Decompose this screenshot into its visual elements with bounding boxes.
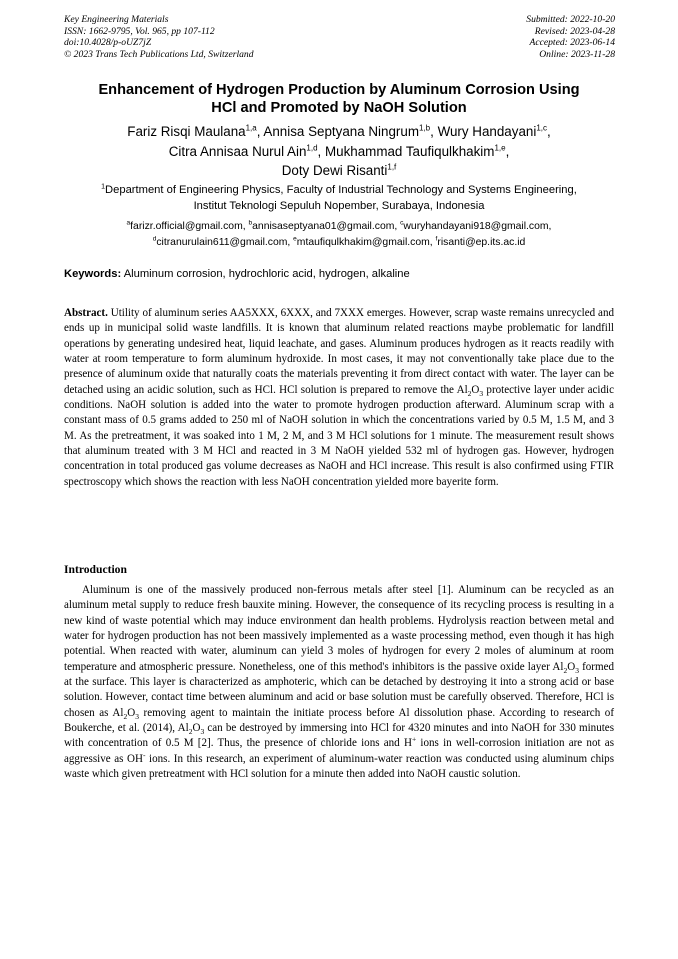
title-line-1: Enhancement of Hydrogen Production by Aluminum Corrosion Using (98, 82, 580, 98)
author-list (40, 122, 638, 181)
author-separator: , (547, 124, 551, 139)
ion-charge: - (142, 750, 146, 760)
keywords-text: Aluminum corrosion, hydrochloric acid, hydrogen, alkaline (121, 268, 410, 280)
email-address: risanti@ep.its.ac.id (437, 236, 526, 248)
email-separator: , (394, 221, 401, 232)
author-line (40, 122, 638, 142)
author-line (40, 161, 638, 181)
keywords-label: Keywords: (64, 268, 122, 280)
author-name: Doty Dewi Risanti (281, 163, 388, 178)
author-separator: , (317, 143, 325, 159)
author-line (40, 142, 638, 162)
abstract-label: Abstract. (64, 307, 108, 319)
journal-info (64, 14, 254, 60)
abstract-text: protective layer under acidic conditions. NaOH solution is added into the water to promote hydrogen production afterward. Aluminum scrap with a constant mass of 0.5 grams added to 250 ml of NaOH solution in which the concentrations varied by 0.5 M, 1.5 M, and 3 M. As the pretreatment, it was soaked into 1 M, 2 M, and 3 M HCl solutions for 1 minute. The measurement result shows that aluminum treated with 3 M HCl and reacted in 3 M NaOH yielded 532 ml of hydrogen gas. However, hydrogen concentration in total produced gas volume decreases as NaOH and HCl increase. This result is also confirmed using FTIR spectroscopy which shows the reaction with less NaOH concentration yielded more bayerite form. (64, 383, 614, 488)
copyright: © 2023 Trans Tech Publications Ltd, Switzerland (64, 48, 254, 60)
ion-charge: + (411, 734, 417, 744)
email-line (40, 219, 638, 235)
email-list (40, 219, 638, 250)
chemical-formula: $Al_2O_3$ (456, 383, 484, 398)
issn: ISSN: 1662-9795, Vol. 965, pp 107-112 (64, 25, 215, 37)
revised-date: Revised: 2023-04-28 (534, 25, 615, 37)
affiliation-line-1: Department of Engineering Physics, Faculty of Industrial Technology and Systems Engineering, (105, 184, 577, 196)
email-mark: c (400, 219, 404, 227)
abstract-text: Utility of aluminum series AA5XXX, 6XXX, and 7XXX emerges. However, scrap waste remains unrecycled and ends up in municipal solid waste landfills. It is known that aluminum related reactions maybe problematic for landfill operations by generating undesired heat, liquid leachate, and gases. Aluminum produces hydrogen as it reacts readily with water at room temperature to form aluminum hydroxide. In most cases, it may not conventionally take place due to the presence of aluminum oxide that naturally coats the materials preventing it from direct contact with water. The layer can be detached using an acidic solution, such as HCl. HCl solution is prepared to remove the (64, 307, 614, 396)
email-separator: , (242, 221, 249, 232)
author-affil-mark: 1,b (419, 123, 431, 133)
title-line-2: HCl and Promoted by NaOH Solution (211, 100, 467, 116)
abstract (64, 306, 614, 490)
body-text: can be destroyed by immersing into HCl for 4320 minutes and into NaOH for 330 minutes with concentration of 0.5 M [2]. Thus, the presence of chloride ions and H (64, 722, 614, 750)
email-line (40, 235, 638, 251)
affiliation-mark: 1 (101, 183, 106, 191)
online-date: Online: 2023-11-28 (539, 48, 615, 60)
author-separator: , (256, 124, 264, 139)
author-name: Fariz Risqi Maulana (127, 124, 246, 139)
email-mark: d (152, 235, 157, 243)
section-heading-introduction: Introduction (64, 563, 127, 576)
paper-title (50, 81, 628, 117)
affiliation-line-2: Institut Teknologi Sepuluh Nopember, Surabaya, Indonesia (193, 199, 485, 212)
author-affil-mark: 1,f (387, 162, 397, 172)
keywords (64, 268, 410, 280)
author-affil-mark: 1,e (494, 143, 506, 153)
author-separator: , (430, 124, 438, 139)
author-name: Citra Annisaa Nurul Ain (168, 143, 307, 159)
email-address: mtaufiqulkhakim@gmail.com (296, 236, 430, 248)
email-address: citranurulain611@gmail.com (156, 236, 288, 248)
submitted-date: Submitted: 2022-10-20 (526, 14, 615, 25)
author-name: Wury Handayani (437, 124, 537, 139)
author-separator: , (505, 143, 510, 159)
author-name: Mukhammad Taufiqulkhakim (324, 143, 495, 159)
email-separator: , (429, 236, 436, 248)
email-address: farizr.official@gmail.com (130, 221, 243, 232)
affiliation (40, 183, 638, 214)
email-mark: e (293, 235, 297, 243)
email-address: annisaseptyana01@gmail.com (252, 221, 395, 232)
accepted-date: Accepted: 2023-06-14 (529, 37, 615, 49)
author-affil-mark: 1,a (245, 123, 257, 133)
author-affil-mark: 1,d (306, 143, 318, 153)
body-text: formed at the surface. This layer is characterized as amphoteric, which can be detached by destroying it into a strong acid or base solution. However, contact time between aluminum and acid or base solution must be carefully observed. Therefore, HCl is chosen as (64, 660, 614, 719)
email-separator: , (548, 221, 552, 232)
body-text: ions in well-corrosion initiation are not as aggressive as OH (64, 737, 614, 765)
author-affil-mark: 1,c (536, 123, 547, 133)
introduction-paragraph (64, 583, 614, 782)
body-text: ions. In this research, an experiment of aluminum-water reaction was conducted using aluminum chips waste which given pretreatment with HCl solution for a minute then added into NaOH caustic solution. (64, 752, 614, 781)
chemical-formula: $Al_2O_3$ (552, 660, 579, 675)
chemical-formula: $Al_2O_3$ (112, 706, 139, 721)
email-address: wuryhandayani918@gmail.com (403, 221, 549, 232)
doi: doi:10.4028/p-oUZ7jZ (64, 37, 152, 49)
email-separator: , (287, 236, 294, 248)
body-text: Aluminum is one of the massively produced non-ferrous metals after steel [1]. Aluminum can be recycled as an aluminum metal supply to reduce fresh bauxite mining. However, the consequence of its recycling process is resulting in a new kind of waste potential which may induce environment dan health problems. Hydrolysis reaction between metal and water for hydrogen production has not been massively implemented as a waste processing method, even though it has high potential. When reacted with water, aluminum can yield 3 moles of hydrogen for every 2 moles of aluminum at room temperature and atmospheric pressure. Nonetheless, one of this method's inhibitors is the passive oxide layer (64, 584, 614, 673)
email-mark: b (248, 219, 253, 227)
body-text: removing agent to maintain the initiate process before Al dissolution phase. According to research of Boukerche, et al. (2014), (64, 706, 615, 735)
author-name: Annisa Septyana Ningrum (263, 124, 419, 139)
publication-dates (526, 14, 615, 60)
chemical-formula: $Al_2O_3$ (177, 722, 205, 737)
email-mark: f (435, 235, 438, 243)
journal-name: Key Engineering Materials (64, 14, 169, 25)
email-mark: a (126, 219, 131, 227)
